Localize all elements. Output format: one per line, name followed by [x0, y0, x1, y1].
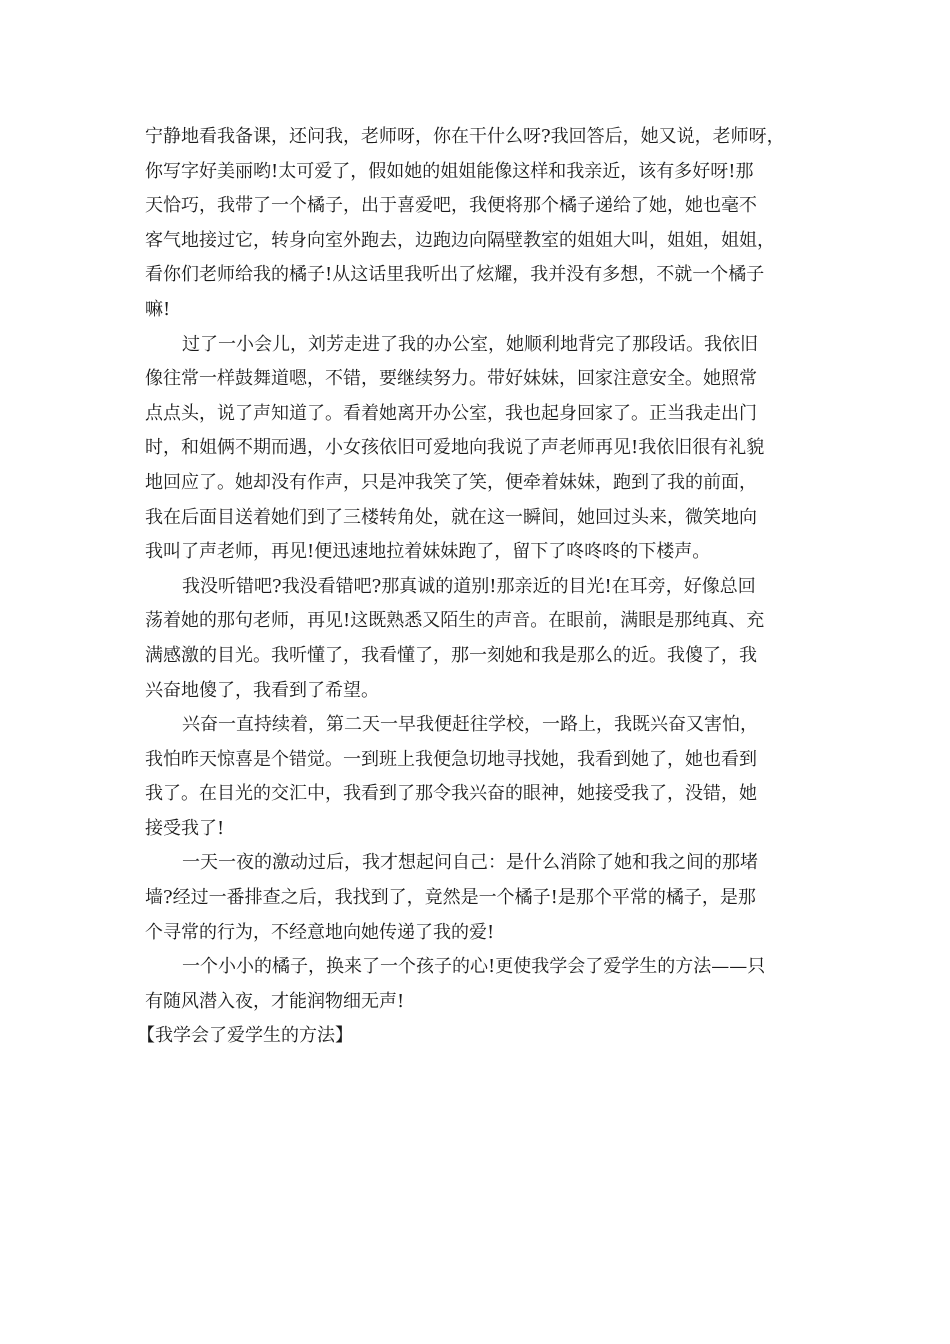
text-line: 宁静地看我备课，还问我，老师呀，你在干什么呀?我回答后，她又说，老师呀， — [145, 126, 785, 147]
text-line: 天恰巧，我带了一个橘子，出于喜爱吧，我便将那个橘子递给了她，她也毫不 — [145, 195, 757, 217]
text-line: 个寻常的行为，不经意地向她传递了我的爱! — [145, 921, 495, 943]
article-body — [137, 120, 810, 1054]
text-line: 兴奋地傻了，我看到了希望。 — [145, 679, 379, 701]
text-line: 过了一小会儿，刘芳走进了我的办公室，她顺利地背完了那段话。我依旧 — [182, 333, 758, 355]
text-line: 有随风潜入夜，才能润物细无声! — [145, 990, 405, 1012]
section-heading: 【我学会了爱学生的方法】 — [137, 1025, 353, 1047]
text-line: 我在后面目送着她们到了三楼转角处，就在这一瞬间，她回过头来，微笑地向 — [145, 506, 757, 528]
text-line: 地回应了。她却没有作声，只是冲我笑了笑，便牵着妹妹，跑到了我的前面， — [145, 471, 757, 493]
text-line: 我没听错吧?我没看错吧?那真诚的道别!那亲近的目光!在耳旁，好像总回 — [182, 575, 756, 597]
text-line: 你写字好美丽哟!太可爱了，假如她的姐姐能像这样和我亲近，该有多好呀!那 — [145, 160, 754, 182]
text-line: 满感激的目光。我听懂了，我看懂了，那一刻她和我是那么的近。我傻了，我 — [145, 644, 757, 666]
text-line: 看你们老师给我的橘子!从这话里我听出了炫耀，我并没有多想，不就一个橘子 — [145, 264, 765, 286]
text-line: 荡着她的那句老师，再见!这既熟悉又陌生的声音。在眼前，满眼是那纯真、充 — [145, 610, 765, 632]
text-line: 墙?经过一番排查之后，我找到了，竟然是一个橘子!是那个平常的橘子，是那 — [145, 887, 756, 909]
text-line: 我了。在目光的交汇中，我看到了那令我兴奋的眼神，她接受我了，没错，她 — [145, 783, 757, 805]
text-line: 一天一夜的激动过后，我才想起问自己：是什么消除了她和我之间的那堵 — [182, 852, 758, 874]
text-line: 客气地接过它，转身向室外跑去，边跑边向隔壁教室的姐姐大叫，姐姐，姐姐， — [145, 229, 775, 251]
text-line: 时，和姐俩不期而遇，小女孩依旧可爱地向我说了声老师再见!我依旧很有礼貌 — [145, 437, 765, 459]
text-line: 兴奋一直持续着，第二天一早我便赶往学校，一路上，我既兴奋又害怕， — [182, 714, 758, 736]
text-line: 点点头，说了声知道了。看着她离开办公室，我也起身回家了。正当我走出门 — [145, 402, 757, 424]
text-line: 我怕昨天惊喜是个错觉。一到班上我便急切地寻找她，我看到她了，她也看到 — [145, 748, 757, 770]
text-line: 我叫了声老师，再见!便迅速地拉着妹妹跑了，留下了咚咚咚的下楼声。 — [145, 541, 711, 563]
text-line: 一个小小的橘子，换来了一个孩子的心!更使我学会了爱学生的方法——只 — [182, 956, 766, 978]
text-line: 接受我了! — [145, 817, 225, 839]
text-line: 嘛! — [145, 298, 171, 320]
text-line: 像往常一样鼓舞道嗯，不错，要继续努力。带好妹妹，回家注意安全。她照常 — [145, 368, 757, 390]
